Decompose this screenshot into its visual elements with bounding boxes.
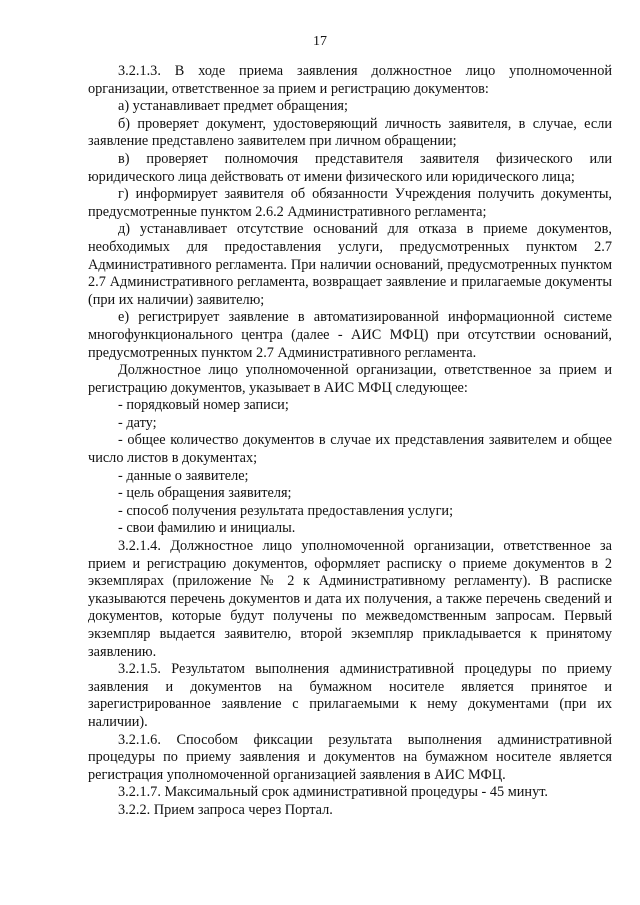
paragraph-3-2-1-7: 3.2.1.7. Максимальный срок административной процедуры - 45 минут. [118,784,548,801]
list-item-d: д) устанавливает отсутствие оснований для отказа в приеме документов, необходимых для предоставления услуги, предусмотренных пунктом 2.7 Административного регламента. При наличии оснований, предусмотренных пунктом 2.7 Административного регламента, возвращает заявление и прилагаемые документы (при их наличии) заявителю; [88,221,612,308]
list-item-date: - дату; [118,414,157,431]
list-item-document-count: - общее количество документов в случае их представления заявителем и общее число листов в документах; [88,432,612,467]
list-item-v: в) проверяет полномочия представителя заявителя физического или юридического лица действовать от имени физического или юридического лица; [88,150,612,185]
list-item-b: б) проверяет документ, удостоверяющий личность заявителя, в случае, если заявление представлено заявителем при личном обращении; [88,115,612,150]
paragraph-3-2-1-6: 3.2.1.6. Способом фиксации результата выполнения административной процедуры по приему заявления и документов на бумажном носителе является регистрация уполномоченной организацией заявления в АИС МФЦ. [88,731,612,783]
list-item-a: а) устанавливает предмет обращения; [118,98,348,115]
paragraph-3-2-2: 3.2.2. Прием запроса через Портал. [118,801,333,818]
list-item-applicant-data: - данные о заявителе; [118,467,249,484]
list-item-e: е) регистрирует заявление в автоматизированной информационной системе многофункционального центра (далее - АИС МФЦ) при отсутствии оснований, предусмотренных пунктом 2.7 Административного регламента. [88,309,612,361]
list-item-purpose: - цель обращения заявителя; [118,485,292,502]
list-item-g: г) информирует заявителя об обязанности Учреждения получить документы, предусмотренные пунктом 2.6.2 Административного регламента; [88,186,612,220]
paragraph-3-2-1-5: 3.2.1.5. Результатом выполнения административной процедуры по приему заявления и документов на бумажном носителе является принятое и зарегистрированное заявление с прилагаемыми к нему документами (при их наличии). [88,661,612,730]
page-number: 17 [313,34,327,49]
document-body [88,63,612,820]
list-item-record-number: - порядковый номер записи; [118,397,289,414]
list-item-surname-initials: - свои фамилию и инициалы. [118,520,296,537]
paragraph-ais-fields-intro: Должностное лицо уполномоченной организации, ответственное за прием и регистрацию документов, указывает в АИС МФЦ следующее: [88,362,612,396]
paragraph-3-2-1-3: 3.2.1.3. В ходе приема заявления должностное лицо уполномоченной организации, ответственное за прием и регистрацию документов: [88,63,612,97]
list-item-result-method: - способ получения результата предоставления услуги; [118,502,454,519]
paragraph-3-2-1-4: 3.2.1.4. Должностное лицо уполномоченной организации, ответственное за прием и регистрацию документов, оформляет расписку о приеме документов в 2 экземплярах (приложение № 2 к Административному регламенту). В расписке указываются перечень документов и дата их получения, а также перечень сведений и документов, которые будут получены по межведомственным запросам. Первый экземпляр выдается заявителю, второй экземпляр прикладывается к принятому заявлению. [88,538,612,660]
